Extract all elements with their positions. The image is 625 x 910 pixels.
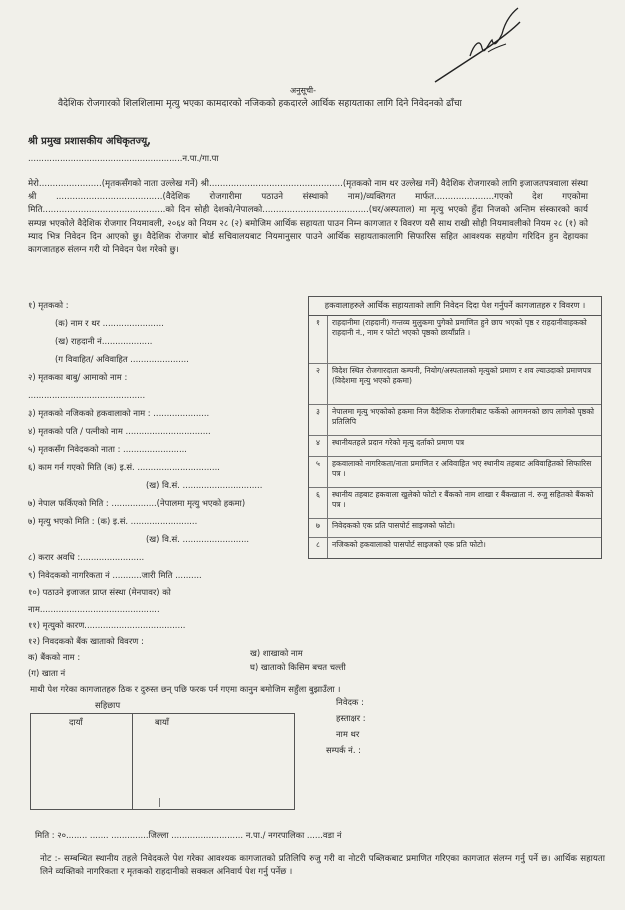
field-item: (ख) वि.सं. ..............................	[146, 480, 263, 490]
row-number: ५	[309, 457, 328, 487]
thumbprint-caption: सहिछाप	[95, 700, 121, 710]
field-item: १२) निवदकको बैंक खाताको विवरण :	[28, 636, 144, 646]
row-text: स्थानीय तहबाट हकवाला खुलेको फोटो र बैंकको नाम शाखा र बैंकखाता नं. रुजु सहितको बैंकको पत्र ।	[332, 490, 594, 509]
field-item: २) मृतकका बाबु/ आमाको नाम :	[28, 372, 128, 382]
date-line: मिति : २०........ ....... ..............जिल्ला ........................... न.पा./ नगरपालिका ......वडा नं	[35, 830, 342, 840]
field-item: ६) काम गर्न गएको मिति (क) इ.सं. ...............................	[28, 462, 220, 472]
footnote: नोट :- सम्बन्धित स्थानीय तहले निवेदकले पेश गरेका आवश्यक कागजातको प्रतिलिपि रुजु गरी वा नोटरी पब्लिकबाट प्रमाणित गरिएका कागजात संलग्न गर्नु पर्ने छ। आर्थिक सहायता लिने व्यक्तिको नागरिकता र मृतकको राहदानीको सक्कल अनिवार्य पेश गर्नु पर्नेछ ।	[40, 854, 605, 878]
field-item: (ग विवाहित/ अविवाहित ......................	[55, 354, 189, 364]
applicant-contact: सम्पर्क नं. :	[326, 745, 361, 755]
field-item: (ग) खाता नं	[28, 668, 66, 678]
applicant-name: नाम थर	[336, 729, 360, 739]
applicant-label: निवेदक :	[336, 697, 364, 707]
row-number: ६	[309, 488, 328, 518]
field-item: ४) मृतकको पति / पत्नीको नाम ................................	[28, 426, 211, 436]
row-text: नजिकको हकवालाको पासपोर्ट साइजको एक प्रति फोटो।	[332, 540, 486, 549]
table-row	[309, 457, 601, 488]
field-item: ११) मृत्युको कारण......................................	[28, 620, 186, 630]
thumbprint-box	[30, 713, 295, 810]
row-number: १	[309, 316, 328, 363]
field-item: ८) करार अवधि :........................	[28, 552, 145, 562]
bank-branch-field: ख) शाखाको नाम	[250, 648, 303, 658]
field-item: १) मृतकको :	[28, 300, 69, 310]
table-row	[309, 316, 601, 364]
field-item: (ख) राहदानी नं...................	[55, 336, 153, 346]
required-documents-table	[308, 296, 602, 559]
table-row	[309, 538, 601, 558]
table-row	[309, 405, 601, 436]
table-row	[309, 364, 601, 405]
row-text: राहदानीमा (राहदानी) गन्तव्य मुलुकमा पुगेको प्रमाणित हुने छाप भएको पृष्ठ र राहदानीवाहकको राहदानी नं., नाम र फोटो भएको पृष्ठको छायाँप्रति ।	[332, 318, 587, 337]
left-thumb-cell	[133, 714, 293, 809]
handwritten-signature	[430, 4, 530, 89]
table-row	[309, 519, 601, 538]
row-text: विदेश स्थित रोजगारदाता कम्पनी, नियोग/अस्पतालको मृत्युको प्रमाण र शव ल्याउदाको प्रमाणपत्र (विदेशमा मृत्यु भएको हकमा)	[332, 366, 592, 385]
field-item: १०) पठाउने इजाजत प्राप्त संस्था (मेनपावर) को	[28, 587, 171, 597]
row-text: हकवालाको नागरिकता/नाता प्रमाणित र अविवाहित भए स्थानीय तहबाट अविवाहितको सिफारिस पत्र ।	[332, 459, 592, 478]
right-thumb-cell	[31, 714, 133, 809]
applicant-signature: हस्ताक्षर :	[336, 713, 366, 723]
field-item: ७) मृत्यु भएको मिति : (क) इ.सं. .........................	[28, 516, 198, 526]
row-number: ७	[309, 519, 328, 537]
field-item: क) बैंकको नाम :	[28, 652, 81, 662]
table-row	[309, 488, 601, 519]
declaration: माथी पेश गरेका कागजातहरु ठिक र दुरुस्त छन् पछि फरक पर्न गएमा कानुन बमोजिम सहुँला बुझाउँला ।	[30, 684, 341, 694]
field-item: नाम.............................................	[28, 604, 160, 614]
field-item: ५) मृतकसँग निवेदकको नाता : ........................	[28, 444, 187, 454]
field-item: ७) नेपाल फर्किएको मिति : .................(नेपालमा मृत्यु भएको हकमा)	[28, 498, 246, 508]
row-text: निवेदकको एक प्रति पासपोर्ट साइजको फोटो।	[332, 521, 456, 530]
field-item: ९) निवेदकको नागरिकता नं ...........जारी मिति ..........	[28, 570, 202, 580]
row-number: ८	[309, 538, 328, 558]
right-thumb-label: दायाँ	[69, 717, 83, 727]
field-item: (ख) वि.सं. .........................	[146, 534, 250, 544]
field-item: (क) नाम र थर .......................	[55, 318, 164, 328]
application-paragraph: मेरो.......................(मृतकसँगको नाता उल्लेख गर्ने) श्री.................................................(मृतकको नाम थर उल्लेख गर्ने) वैदेशिक रोजगारको लागि इजाजतपत्रवाला संस्था श्री .......................................(वैदेशिक रोजगारीमा पठाउने संस्थाको नाम)/व्यक्तिगत मार्फत......................गएको देश गएकोमा मिति.............................................को दिन सोही देशको/नेपालको.......................................(घर/अस्पताल) मा मृत्यु भएको हुँदा निजको अन्तिम संस्कारको कार्य सम्पन्न भएकोले वैदेशिक रोजगार नियमावली, २०६४ को नियम २८ (२) बमोजिम आर्थिक सहायता पाउन निम्न कागजात र विवरण यसै साथ राखी सोही नियमावलीको नियम २८ (१) को म्याद भित्र निवेदन दिन आएको छु। वैदेशिक रोजगार बोर्ड सचिवालयबाट नियमानुसार पाउने आर्थिक सहायताकालागि सिफारिस सहित आवश्यक सहयोग गरिदिन हुन देहायका कागजातहरु संलग्न गरी यो निवेदन पेश गरेको छु।	[28, 179, 588, 256]
divider-mark	[159, 798, 160, 807]
table-row	[309, 436, 601, 457]
table-header: हकवालाहरुले आर्थिक सहायताको लागि निवेदन दिदा पेश गर्नुपर्ने कागजातहरु र विवरण ।	[309, 297, 601, 316]
field-item: ३) मृतकको नजिकको हकवालाको नाम : .....................	[28, 408, 210, 418]
appendix-tag: अनुसूची-	[290, 86, 316, 95]
addressee-line: ..........................................................न.पा./गा.पा	[28, 153, 219, 163]
left-thumb-label: बायाँ	[155, 717, 169, 727]
addressee: श्री प्रमुख प्रशासकीय अधिकृतज्यू,	[28, 136, 151, 147]
field-item: ............................................	[28, 390, 146, 400]
row-number: ४	[309, 436, 328, 456]
row-text: नेपालमा मृत्यु भएकोको हकमा निज वैदेशिक रोजगारीबाट फर्केको आगमनको छाप लागेको पृष्ठको प्रतिलिपि	[332, 407, 594, 426]
row-text: स्थानीयतहले प्रदान गरेको मृत्यु दर्ताको प्रमाण पत्र	[332, 438, 465, 447]
document-title: वैदेशिक रोजगारको शिलशिलामा मृत्यु भएका कामदारको नजिकको हकदारले आर्थिक सहायताका लागि दिने निवेदनको ढाँचा	[58, 98, 462, 109]
bank-account-type-field: घ) खाताको किसिम बचत चल्ती	[250, 662, 346, 672]
row-number: २	[309, 364, 328, 404]
row-number: ३	[309, 405, 328, 435]
